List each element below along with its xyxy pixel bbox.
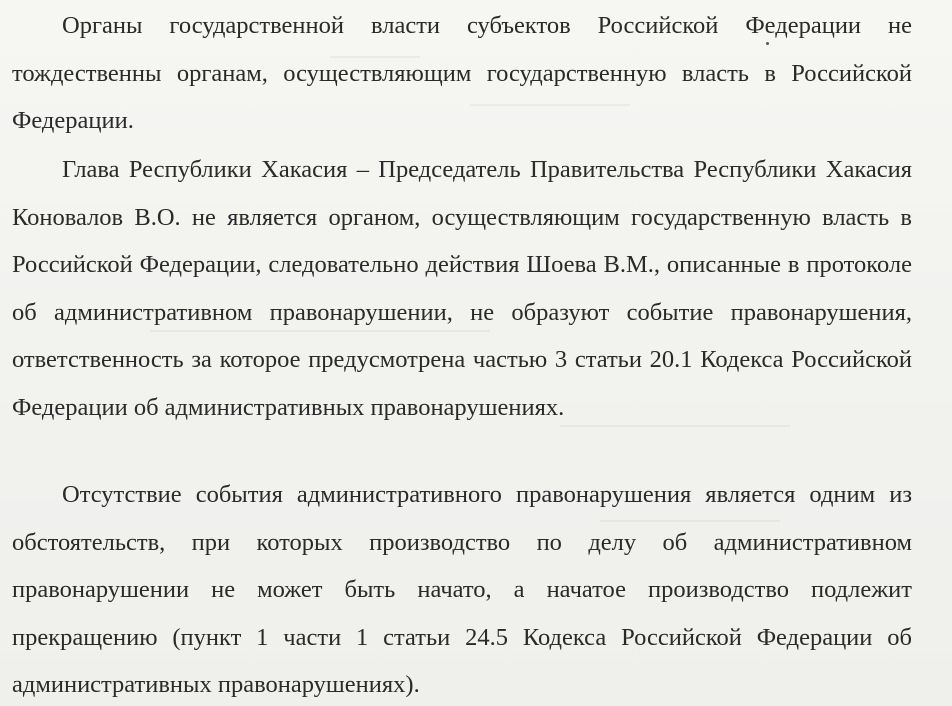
- paragraph-2: Глава Республики Хакасия – Председатель Правительства Республики Хакасия Коновалов В.О. не является органом, осуществляющим государственную власть в Российской Федерации, следовательно действия Шоева В.М., описанные в протоколе об административном правонарушении, не образуют событие правонарушения, ответственность за которое предусмотрена частью 3 статьи 20.1 Кодекса Российской Федерации об административных правонарушениях.: [12, 156, 912, 421]
- paragraph-1: Органы государственной власти субъектов Российской Федерации не тождественны органам, осуществляющим государственную власть в Российской Федерации.: [12, 12, 912, 134]
- paragraph-3: Отсутствие события административного правонарушения является одним из обстоятельств, при которых производство по делу об административном правонарушении не может быть начато, а начатое производство подлежит прекращению (пункт 1 части 1 статьи 24.5 Кодекса Российской Федерации об административных правонарушениях).: [12, 481, 912, 698]
